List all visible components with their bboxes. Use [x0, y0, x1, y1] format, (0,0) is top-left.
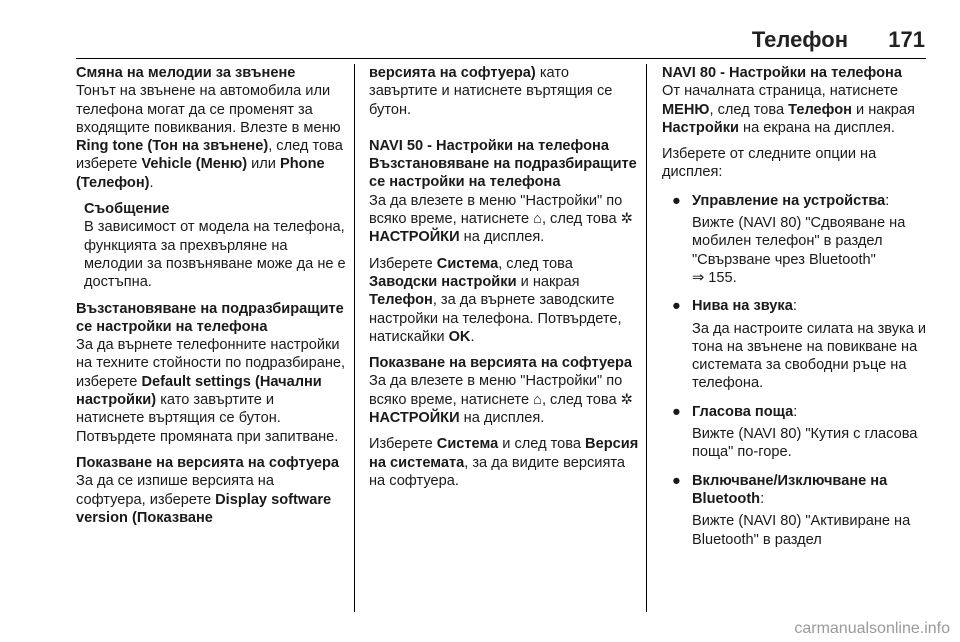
- navi50-version-heading: Показване на версията на софтуера: [369, 355, 633, 372]
- page-ref: 155.: [708, 269, 737, 286]
- text-run: Изберете: [369, 436, 437, 453]
- menu-term: Default settings (Начални настройки): [76, 373, 322, 409]
- text-run: като завъртите и натиснете въртящия се бутон.: [369, 65, 613, 118]
- menu-term: Vehicle (Меню): [141, 156, 248, 173]
- text-run: Тонът на звънене на автомобила или телефона могат да се променят за входящите повиквания. Влезте в меню: [76, 83, 341, 136]
- navi50-version-paragraph: [369, 372, 639, 427]
- bullet-icon: ●: [672, 192, 681, 209]
- navi50-restore-paragraph: [369, 192, 639, 247]
- navi50-restore-heading: Възстановяване на подразбиращите се настройки на телефона: [369, 156, 637, 191]
- version-heading: Показване на версията на софтуера: [76, 454, 340, 471]
- text-run: на екрана на дисплея.: [739, 119, 895, 136]
- text-run: Изберете: [369, 255, 437, 272]
- text-run: и след това: [498, 436, 586, 453]
- text-run: Вижте (NAVI 80) "Сдвояване на мобилен телефон" в раздел "Свързване чрез Bluetooth": [692, 215, 906, 268]
- restore-heading: Възстановяване на подразбиращите се настройки на телефона: [76, 300, 344, 335]
- navi80-intro-paragraph: [662, 82, 932, 137]
- menu-term: Настройки: [662, 119, 739, 136]
- menu-term: Телефон: [788, 101, 852, 118]
- home-icon: ⌂: [533, 391, 542, 408]
- option-label: Включване/Изключване на Bluetooth: [692, 472, 888, 507]
- ringtone-heading: Смяна на мелодии за звънене: [76, 65, 296, 81]
- header-divider: [76, 58, 926, 59]
- navi50-heading: NAVI 50 - Настройки на телефона: [369, 137, 609, 154]
- text-run: , след това: [541, 391, 621, 408]
- page-number: 171: [888, 27, 925, 52]
- bullet-icon: ●: [672, 403, 681, 420]
- text-run: От началната страница, натиснете: [662, 83, 899, 100]
- text-run: За да влезете в меню "Настройки" по всяко време, натиснете: [369, 192, 623, 228]
- text-run: :: [885, 192, 890, 209]
- menu-term: OK: [448, 328, 471, 345]
- text-run: :: [793, 403, 798, 420]
- text-run: като завъртите и натиснете въртящия се бутон. Потвърдете промяната при запитване.: [76, 392, 339, 445]
- list-item-body: За да настроите силата на звука и тона на звънене на повикване на системата за свободни ръце на телефона.: [692, 320, 927, 392]
- option-label: Нива на звука: [692, 298, 793, 315]
- menu-term: версията на софтуера): [369, 65, 536, 81]
- column-1: [76, 64, 346, 527]
- menu-term: Телефон: [369, 292, 433, 309]
- column-2: [369, 64, 639, 498]
- page-header: [0, 0, 960, 62]
- menu-term: Ring tone (Тон на звънене): [76, 138, 269, 155]
- text-run: и накрая: [516, 273, 580, 290]
- list-item-body: [692, 214, 932, 287]
- menu-term: Версия на системата: [369, 436, 639, 471]
- home-icon: ⌂: [533, 211, 542, 228]
- page-ref-icon: ⇒: [692, 269, 709, 286]
- option-label: Гласова поща: [692, 403, 794, 420]
- text-run: на дисплея.: [459, 410, 545, 427]
- text-run: , след това изберете: [76, 138, 343, 173]
- list-item-body: Вижте (NAVI 80) "Кутия с гласова поща" по-горе.: [692, 426, 918, 461]
- gear-icon: ✲: [620, 391, 633, 408]
- ringtone-paragraph: [76, 82, 346, 192]
- note-box: [84, 200, 346, 291]
- restore-paragraph: [76, 336, 346, 446]
- list-item: [662, 192, 932, 210]
- text-run: , за да върнете заводските настройки на телефона. Потвърдете, натискайки: [369, 292, 622, 345]
- version-paragraph: [76, 472, 346, 527]
- column-divider-2: [646, 64, 647, 612]
- text-run: , за да видите версията на софтуера.: [369, 454, 625, 489]
- gear-icon: ✲: [620, 211, 633, 228]
- text-run: За да влезете в меню "Настройки" по всяко време, натиснете: [369, 373, 623, 408]
- text-run: , след това: [498, 255, 573, 272]
- text-run: За да върнете телефонните настройки на техните стойности по подразбиране, изберете: [76, 337, 346, 390]
- note-text: В зависимост от модела на телефона, функцията за прехвърляне на мелодии за позвъняване може да не е достъпна.: [84, 219, 346, 291]
- list-item: [662, 297, 932, 315]
- watermark: carmanualsonline.info: [794, 620, 950, 637]
- page-title: Телефон: [751, 27, 848, 52]
- menu-term: НАСТРОЙКИ: [369, 229, 460, 246]
- text-run: , след това: [541, 211, 621, 228]
- spacer: [369, 127, 639, 137]
- column-divider-1: [354, 64, 355, 612]
- text-run: :: [792, 298, 797, 315]
- navi80-heading: NAVI 80 - Настройки на телефона: [662, 65, 902, 81]
- bullet-icon: ●: [672, 298, 681, 315]
- menu-term: НАСТРОЙКИ: [369, 410, 460, 427]
- text-run: .: [470, 328, 475, 345]
- option-label: Управление на устройства: [692, 192, 886, 209]
- menu-term: Phone (Телефон): [76, 156, 325, 191]
- menu-term: Display software version (Показване: [76, 491, 332, 526]
- text-run: .: [149, 174, 154, 191]
- text-run: :: [760, 490, 765, 507]
- bullet-icon: ●: [672, 472, 681, 489]
- navi50-version-select-paragraph: [369, 435, 639, 490]
- text-run: или: [247, 156, 281, 173]
- column-3: [662, 64, 932, 557]
- text-run: За да се изпише версията на софтуера, изберете: [76, 473, 274, 508]
- menu-term: Система: [436, 255, 499, 272]
- text-run: и накрая: [851, 101, 915, 118]
- menu-term: Заводски настройки: [369, 273, 517, 290]
- list-item-body: Вижте (NAVI 80) "Активиране на Bluetooth" в раздел: [692, 513, 911, 548]
- version-continued-paragraph: [369, 64, 639, 119]
- text-run: , след това: [709, 101, 789, 118]
- navi50-select-paragraph: [369, 255, 639, 346]
- list-item: [662, 472, 932, 509]
- note-title: Съобщение: [84, 201, 170, 218]
- list-item: [662, 403, 932, 421]
- text-run: на дисплея.: [459, 229, 545, 246]
- menu-term: МЕНЮ: [662, 101, 710, 118]
- menu-term: Система: [436, 436, 499, 453]
- options-paragraph: Изберете от следните опции на дисплея:: [662, 146, 877, 181]
